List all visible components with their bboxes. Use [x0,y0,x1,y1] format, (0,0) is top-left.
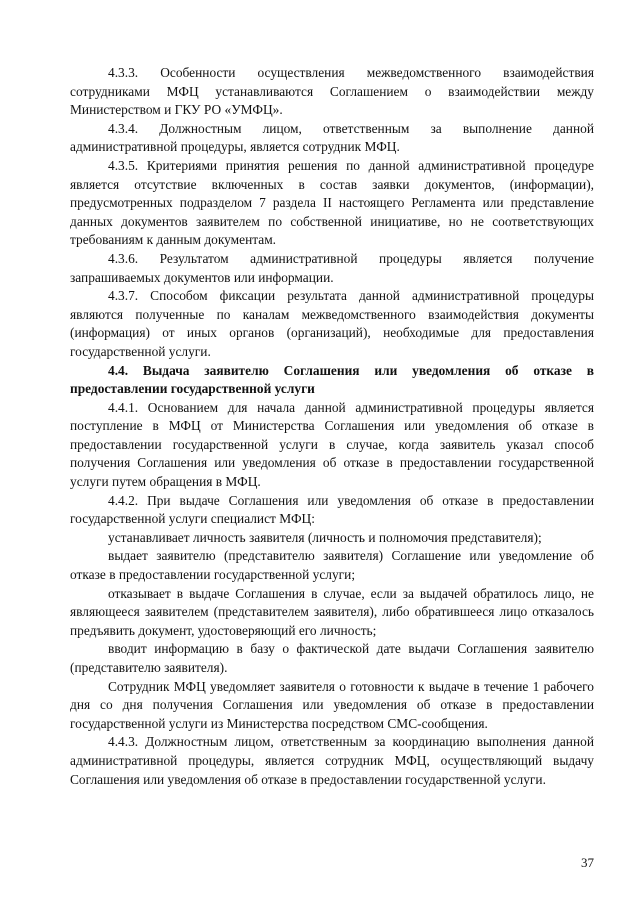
list-item-identify: устанавливает личность заявителя (личность и полномочия представителя); [108,529,542,545]
paragraph-4-3-6: 4.3.6. Результатом административной процедуры является получение запрашиваемых документов или информации. [70,250,594,285]
paragraph-4-3-3: 4.3.3. Особенности осуществления межведомственного взаимодействия сотрудниками МФЦ устанавливаются Соглашением о взаимодействии между Министерством и ГКУ РО «УМФЦ». [70,65,594,118]
paragraph-4-3-5: 4.3.5. Критериями принятия решения по данной административной процедуре является отсутствие включенных в состав заявки документов, (информации), предусмотренных подразделом 7 раздела II настоящего Регламента или представление данных документов заявителем по собственной инициативе, но не соответствующих требованиям к данным документам. [70,157,594,248]
list-item-record: вводит информацию в базу о фактической дате выдачи Соглашения заявителю (представителю заявителя). [70,641,594,675]
list-item-issue: выдает заявителю (представителю заявителя) Соглашение или уведомление об отказе в предоставлении государственной услуги; [70,548,594,583]
list-item-refuse: отказывает в выдаче Соглашения в случае, если за выдачей обратилось лицо, не являющееся заявителем (представителем заявителя), либо обратившееся лицо отказалось предъявить документ, удостоверяющий его личность; [70,585,594,638]
paragraph-4-3-4: 4.3.4. Должностным лицом, ответственным за выполнение данной административной процедуры, является сотрудник МФЦ. [70,120,594,155]
paragraph-4-3-7: 4.3.7. Способом фиксации результата данной административной процедуры являются полученные по каналам межведомственного взаимодействия документы (информация) от иных органов (организаций), необходимые для предоставления государственной услуги. [70,288,594,359]
paragraph-notification: Сотрудник МФЦ уведомляет заявителя о готовности к выдаче в течение 1 рабочего дня со дня получения Соглашения или уведомления об отказе в предоставлении государственной услуги из Министерства посредством СМС-сообщения. [70,678,594,731]
paragraph-4-4-3: 4.4.3. Должностным лицом, ответственным за координацию выполнения данной административной процедуры, является сотрудник МФЦ, осуществляющий выдачу Соглашения или уведомления об отказе в предоставлении государственной услуги. [70,734,594,787]
page-number: 37 [581,855,594,870]
paragraph-4-4-2: 4.4.2. При выдаче Соглашения или уведомления об отказе в предоставлении государственной услуги специалист МФЦ: [70,492,594,527]
section-heading-4-4: 4.4. Выдача заявителю Соглашения или уведомления об отказе в предоставлении государственной услуги [70,362,594,397]
paragraph-4-4-1: 4.4.1. Основанием для начала данной административной процедуры является поступление в МФЦ от Министерства Соглашения или уведомления об отказе в предоставлении государственной услуги в случае, когда заявитель указал способ получения Соглашения или уведомления об отказе в предоставлении государственной услуги путем обращения в МФЦ. [70,399,594,490]
document-body [70,64,594,789]
